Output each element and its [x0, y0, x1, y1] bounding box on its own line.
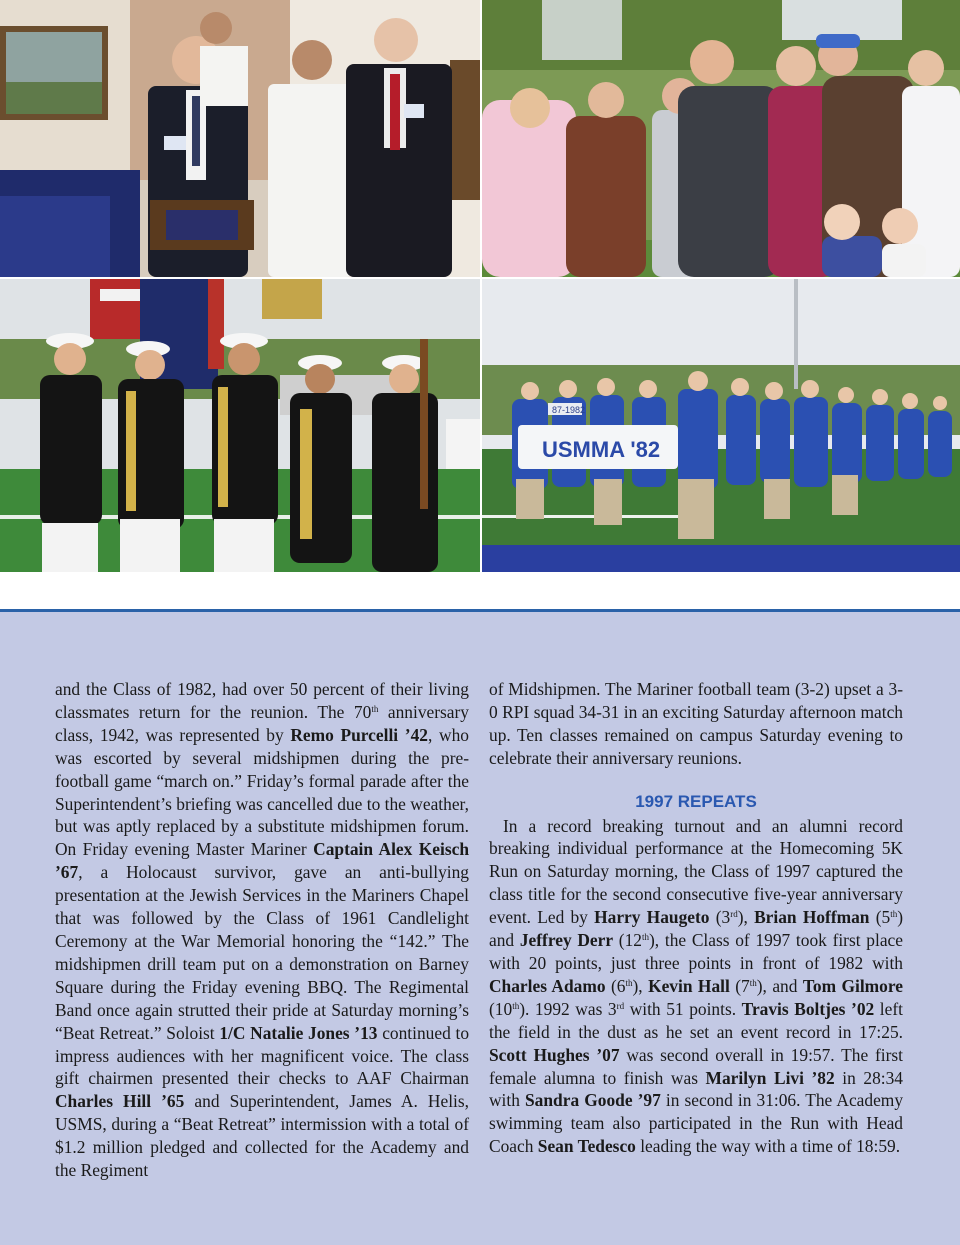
text-run: ) and: [489, 907, 904, 951]
article-column-left: [55, 678, 469, 1182]
bold-name: Kevin Hall: [648, 975, 730, 996]
bold-name: 1/C Natalie Jones ’13: [219, 1022, 378, 1043]
article-paragraph: [489, 815, 903, 1159]
text-run: ). 1992 was 3: [519, 998, 617, 1019]
text-run: anniversary class, 1942, was represented by: [55, 701, 469, 745]
text-run: in 28:34 with: [489, 1067, 903, 1111]
text-run: left the field in the dust as he set an event record in 17:25.: [489, 998, 903, 1042]
text-run: , who was escorted by several midshipmen during the pre-football game “march on.” Friday’s formal parade after the Superintendent’s briefing was cancelled due to the weather, but was aptly replaced by a substitute midshipmen forum. On Friday evening Master Mariner: [55, 724, 469, 860]
text-run: and the Class of 1982, had over 50 percent of their living classmates return for the reunion. The 70: [55, 679, 469, 722]
text-run: ), and: [756, 975, 803, 996]
text-run: and Superintendent, James A. Helis, USMS, during a “Beat Retreat” intermission with a total of $1.2 million pledged and collected for the Academy and the Regiment: [55, 1091, 469, 1181]
text-run: (6: [605, 975, 626, 996]
text-run: (12: [613, 930, 642, 951]
text-run: ),: [737, 907, 755, 928]
section-divider: [0, 609, 960, 612]
superscript: th: [625, 977, 633, 988]
text-run: ), the Class of 1997 took first place with 20 points, just three points in front of 1982 with: [489, 930, 903, 973]
text-run: with 51 points.: [624, 998, 742, 1019]
color-guard-photo: [0, 279, 480, 572]
text-run: (5: [869, 907, 891, 928]
text-run: , a Holocaust survivor, gave an anti-bullying presentation at the Jewish Services in the Mariners Chapel that was followed by the Class of 1961 Candlelight Ceremony at the War Memorial honoring the “142.” The midshipmen drill team put on a demonstration on Barney Square during the Friday evening BBQ. The Regimental Band once again strutted their pride at Saturday morning’s “Beat Retreat.” Soloist: [55, 862, 469, 1043]
bold-name: Harry Haugeto: [594, 907, 710, 928]
bold-name: Tom Gilmore: [802, 975, 903, 996]
article-paragraph: [489, 678, 903, 770]
bold-name: Charles Hill ’65: [55, 1091, 185, 1112]
superscript: rd: [730, 909, 738, 920]
article-paragraph: [55, 678, 469, 1182]
text-run: of Midshipmen. The Mariner football team (3-2) upset a 3-0 RPI squad 34-31 in an exciting Saturday afternoon match up. Ten classes remained on campus Saturday evening to celebrate their anniversary reunions.: [489, 679, 903, 768]
bold-name: Brian Hoffman: [754, 907, 870, 928]
text-run: leading the way with a time of 18:59.: [635, 1136, 901, 1157]
text-run: (3: [709, 907, 731, 928]
text-run: In a record breaking turnout and an alumni record breaking individual performance at the Homecoming 5K Run on Saturday morning, the Class of 1997 captured the class title for the second consecutive five-year anniversary event. Led by: [489, 815, 903, 928]
bold-name: Sandra Goode ’97: [525, 1090, 661, 1111]
bold-name: Captain Alex Keisch ’67: [55, 839, 469, 883]
superscript: th: [890, 909, 898, 920]
alumni-crowd-photo: [482, 0, 960, 277]
bold-name: Travis Boltjes ’02: [741, 998, 875, 1019]
text-run: continued to impress audiences with her magnificent voice. The class gift chairmen presented their checks to AAF Chairman: [55, 1022, 470, 1089]
bold-name: Sean Tedesco: [537, 1136, 636, 1157]
photo-collage: [0, 0, 960, 610]
class-march-photo: [482, 279, 960, 572]
superscript: th: [749, 977, 757, 988]
text-run: in second in 31:06. The Academy swimming team also participated in the Run with Head Coach: [489, 1090, 904, 1157]
banner-label: USMMA '82: [542, 437, 661, 462]
text-run: (7: [729, 975, 750, 996]
superscript: rd: [616, 1000, 625, 1011]
article-column-right: [489, 678, 903, 1158]
award-presentation-photo: [0, 0, 480, 277]
superscript: th: [512, 1000, 520, 1011]
superscript: th: [641, 932, 649, 943]
bold-name: Remo Purcelli ’42: [290, 724, 428, 745]
section-heading: 1997 REPEATS: [635, 791, 757, 811]
bold-name: Marilyn Livi ’82: [705, 1067, 835, 1088]
bold-name: Scott Hughes ’07: [489, 1044, 620, 1065]
superscript: th: [371, 703, 379, 714]
text-run: ),: [632, 975, 649, 996]
sign-label: 87-1982: [552, 405, 586, 415]
bold-name: Charles Adamo: [489, 975, 606, 996]
bold-name: Jeffrey Derr: [519, 930, 614, 951]
text-run: was second overall in 19:57. The first female alumna to finish was: [489, 1044, 903, 1088]
text-run: (10: [489, 998, 513, 1019]
